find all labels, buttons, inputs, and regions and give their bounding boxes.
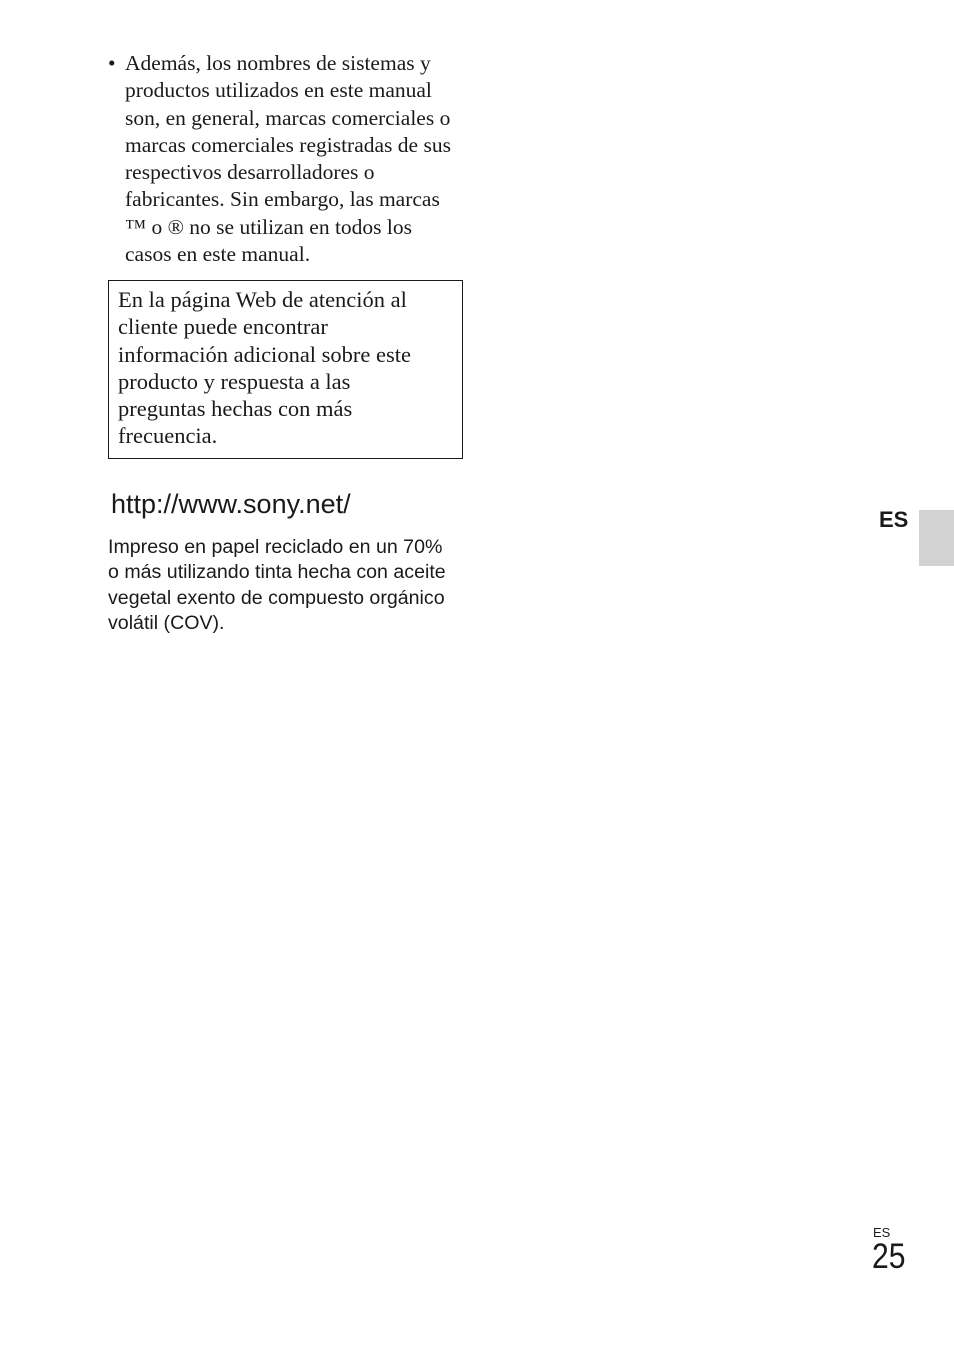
language-tab-label: ES xyxy=(879,507,909,532)
language-side-tab xyxy=(919,510,954,566)
note-line: preguntas hechas con más xyxy=(118,396,353,422)
page-number: 25 xyxy=(872,1237,906,1276)
bullet-line: casos en este manual. xyxy=(125,242,311,267)
note-line: frecuencia. xyxy=(118,423,218,449)
recycle-line: o más utilizando tinta hecha con aceite xyxy=(108,561,446,584)
recycle-line: Impreso en papel reciclado en un 70% xyxy=(108,536,443,558)
bullet-marker: • xyxy=(108,51,116,75)
customer-support-note-box xyxy=(108,280,463,459)
note-text xyxy=(118,286,411,450)
recycle-line: vegetal exento de compuesto orgánico xyxy=(108,586,445,609)
note-line: producto y respuesta a las xyxy=(118,368,351,394)
bullet-line: son, en general, marcas comerciales o xyxy=(125,105,451,130)
recycle-line: volátil (COV). xyxy=(108,612,225,635)
bullet-line: marcas comerciales registradas de sus xyxy=(125,132,451,157)
note-line: cliente puede encontrar xyxy=(118,314,328,340)
bullet-line: fabricantes. Sin embargo, las marcas xyxy=(125,187,440,212)
page-language-code: ES xyxy=(873,1225,891,1240)
bullet-text xyxy=(125,50,470,268)
bullet-line: productos utilizados en este manual xyxy=(125,78,432,103)
note-line: En la página Web de atención al xyxy=(118,287,407,312)
bullet-line: Además, los nombres de sistemas y xyxy=(125,51,431,75)
recycled-paper-note xyxy=(108,535,446,637)
bullet-line: ™ o ® no se utilizan en todos los xyxy=(125,214,413,239)
support-url-link[interactable]: http://www.sony.net/ xyxy=(111,489,351,519)
note-line: información adicional sobre este xyxy=(118,341,412,367)
bullet-line: respectivos desarrolladores o xyxy=(125,160,375,185)
